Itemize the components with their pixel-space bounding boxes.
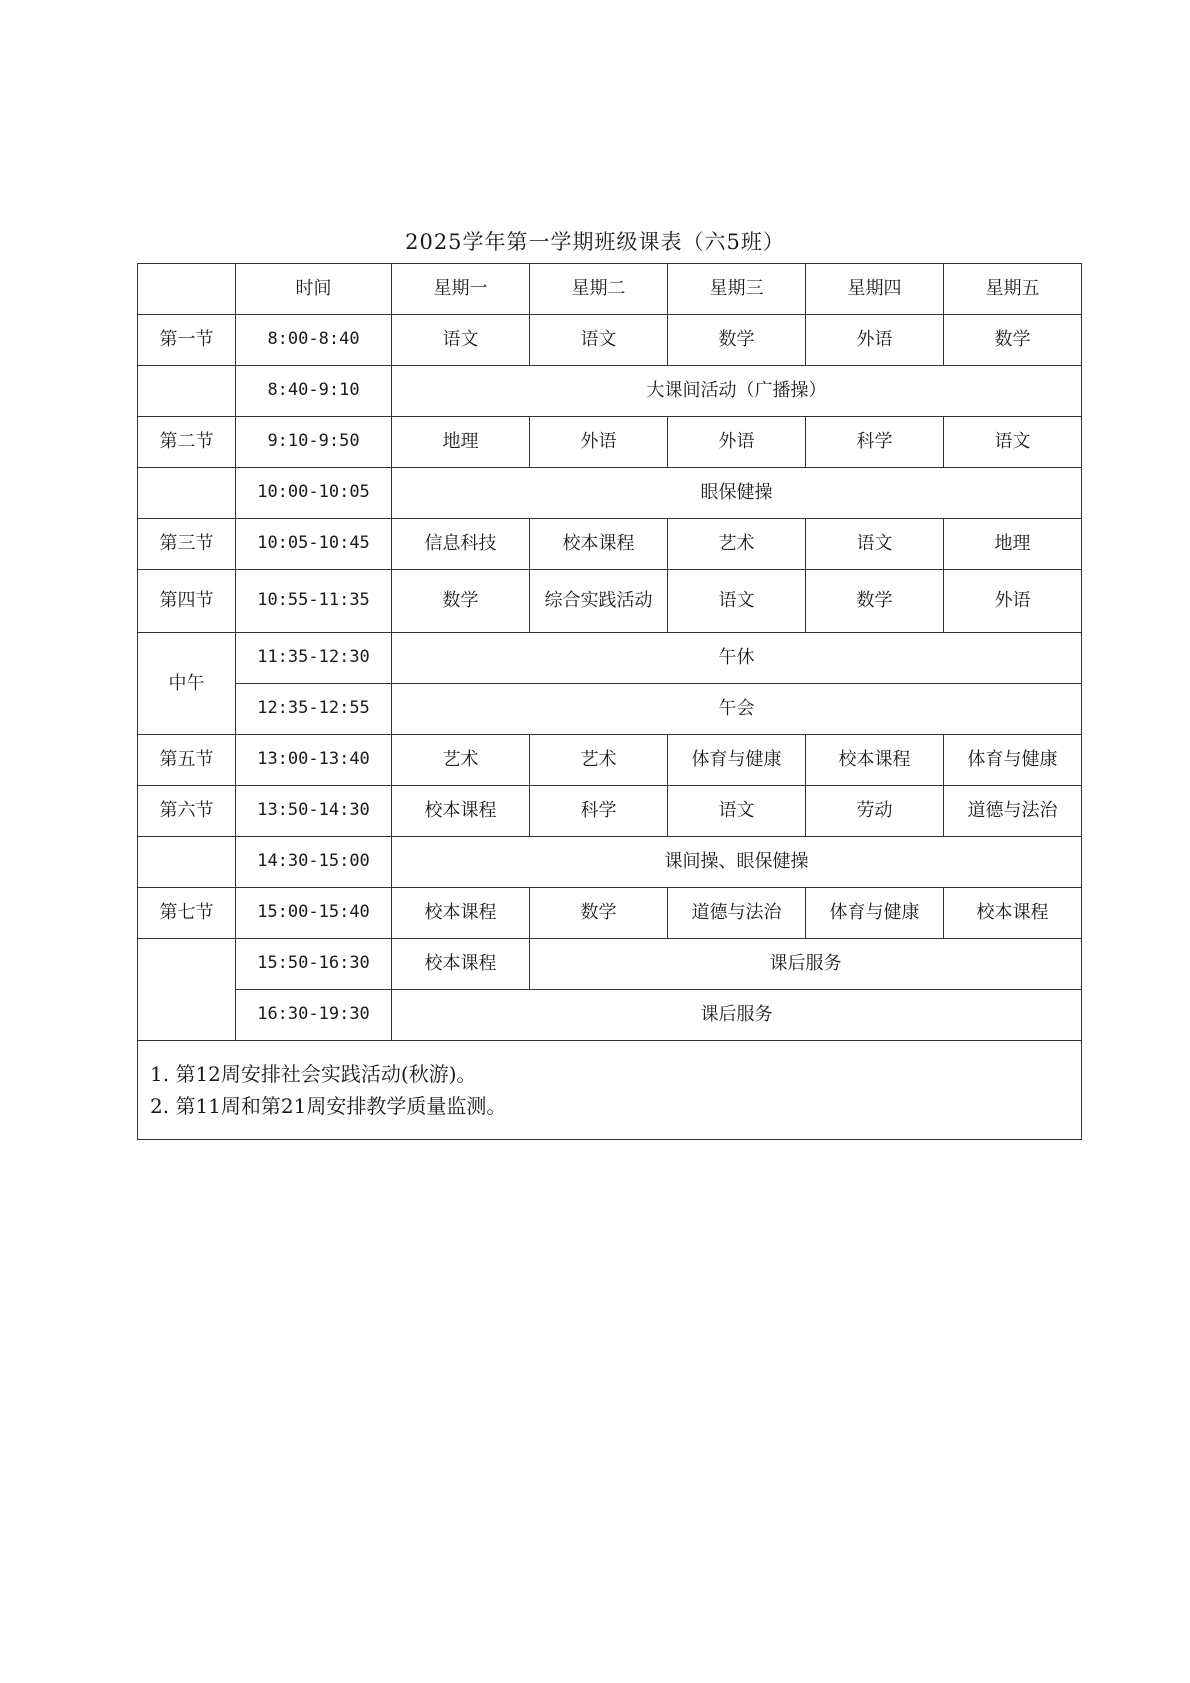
day-header-tue: 星期二	[530, 264, 668, 315]
period-row-5	[138, 735, 1082, 786]
class-cell: 信息科技	[392, 519, 530, 570]
header-row	[138, 264, 1082, 315]
class-cell: 数学	[944, 315, 1082, 366]
empty-label-cell	[138, 468, 236, 519]
after-school-row-2	[138, 990, 1082, 1041]
empty-label-cell	[138, 939, 236, 1041]
after-school-time: 16:30-19:30	[236, 990, 392, 1041]
class-cell: 外语	[530, 417, 668, 468]
page-title: 2025学年第一学期班级课表（六5班）	[405, 230, 785, 254]
class-cell: 外语	[806, 315, 944, 366]
class-cell: 地理	[944, 519, 1082, 570]
class-cell: 校本课程	[392, 939, 530, 990]
class-cell: 校本课程	[530, 519, 668, 570]
after-school-activity: 课后服务	[530, 939, 1082, 990]
period-row-2	[138, 417, 1082, 468]
class-cell: 校本课程	[806, 735, 944, 786]
break-row-1	[138, 366, 1082, 417]
period-label: 第五节	[138, 735, 236, 786]
class-cell: 数学	[806, 570, 944, 633]
break-time: 10:00-10:05	[236, 468, 392, 519]
day-header-fri: 星期五	[944, 264, 1082, 315]
day-header-thu: 星期四	[806, 264, 944, 315]
period-row-6	[138, 786, 1082, 837]
break-time: 8:40-9:10	[236, 366, 392, 417]
empty-label-cell	[138, 837, 236, 888]
class-cell: 科学	[530, 786, 668, 837]
break-time: 14:30-15:00	[236, 837, 392, 888]
class-cell: 外语	[944, 570, 1082, 633]
break-activity: 课间操、眼保健操	[392, 837, 1082, 888]
class-cell: 道德与法治	[668, 888, 806, 939]
period-label: 第四节	[138, 570, 236, 633]
note-line: 1. 第12周安排社会实践活动(秋游)。	[150, 1062, 477, 1086]
period-time: 10:55-11:35	[236, 570, 392, 633]
noon-label: 中午	[138, 633, 236, 735]
class-cell: 语文	[392, 315, 530, 366]
empty-label-cell	[138, 366, 236, 417]
noon-rest-row	[138, 633, 1082, 684]
period-time: 10:05-10:45	[236, 519, 392, 570]
after-school-time: 15:50-16:30	[236, 939, 392, 990]
period-label: 第三节	[138, 519, 236, 570]
timetable	[137, 263, 1082, 1140]
period-row-7	[138, 888, 1082, 939]
meeting-time: 12:35-12:55	[236, 684, 392, 735]
period-time: 15:00-15:40	[236, 888, 392, 939]
rest-activity: 午休	[392, 633, 1082, 684]
notes-row	[138, 1041, 1082, 1140]
corner-cell	[138, 264, 236, 315]
period-time: 13:00-13:40	[236, 735, 392, 786]
class-cell: 数学	[530, 888, 668, 939]
rest-time: 11:35-12:30	[236, 633, 392, 684]
period-label: 第六节	[138, 786, 236, 837]
class-cell: 语文	[668, 570, 806, 633]
period-time: 13:50-14:30	[236, 786, 392, 837]
noon-meeting-row	[138, 684, 1082, 735]
notes-cell	[138, 1041, 1082, 1140]
period-label: 第一节	[138, 315, 236, 366]
period-label: 第二节	[138, 417, 236, 468]
class-cell: 体育与健康	[806, 888, 944, 939]
class-cell: 语文	[944, 417, 1082, 468]
class-cell: 艺术	[530, 735, 668, 786]
class-cell: 艺术	[392, 735, 530, 786]
class-cell: 校本课程	[392, 786, 530, 837]
class-cell: 语文	[530, 315, 668, 366]
class-cell: 数学	[392, 570, 530, 633]
break-activity: 眼保健操	[392, 468, 1082, 519]
class-cell: 体育与健康	[944, 735, 1082, 786]
class-cell: 校本课程	[944, 888, 1082, 939]
period-time: 9:10-9:50	[236, 417, 392, 468]
class-cell: 外语	[668, 417, 806, 468]
period-row-1	[138, 315, 1082, 366]
break-row-2	[138, 468, 1082, 519]
period-row-3	[138, 519, 1082, 570]
after-school-activity: 课后服务	[392, 990, 1082, 1041]
period-time: 8:00-8:40	[236, 315, 392, 366]
time-header: 时间	[236, 264, 392, 315]
class-cell: 综合实践活动	[530, 570, 668, 633]
class-cell: 数学	[668, 315, 806, 366]
class-cell: 地理	[392, 417, 530, 468]
class-cell: 校本课程	[392, 888, 530, 939]
class-cell: 语文	[668, 786, 806, 837]
period-label: 第七节	[138, 888, 236, 939]
day-header-mon: 星期一	[392, 264, 530, 315]
note-line: 2. 第11周和第21周安排教学质量监测。	[150, 1094, 507, 1118]
class-cell: 语文	[806, 519, 944, 570]
class-cell: 科学	[806, 417, 944, 468]
meeting-activity: 午会	[392, 684, 1082, 735]
day-header-wed: 星期三	[668, 264, 806, 315]
class-cell: 劳动	[806, 786, 944, 837]
class-cell: 艺术	[668, 519, 806, 570]
class-cell: 体育与健康	[668, 735, 806, 786]
class-cell: 道德与法治	[944, 786, 1082, 837]
break-activity: 大课间活动（广播操）	[392, 366, 1082, 417]
after-school-row-1	[138, 939, 1082, 990]
break-row-3	[138, 837, 1082, 888]
period-row-4	[138, 570, 1082, 633]
